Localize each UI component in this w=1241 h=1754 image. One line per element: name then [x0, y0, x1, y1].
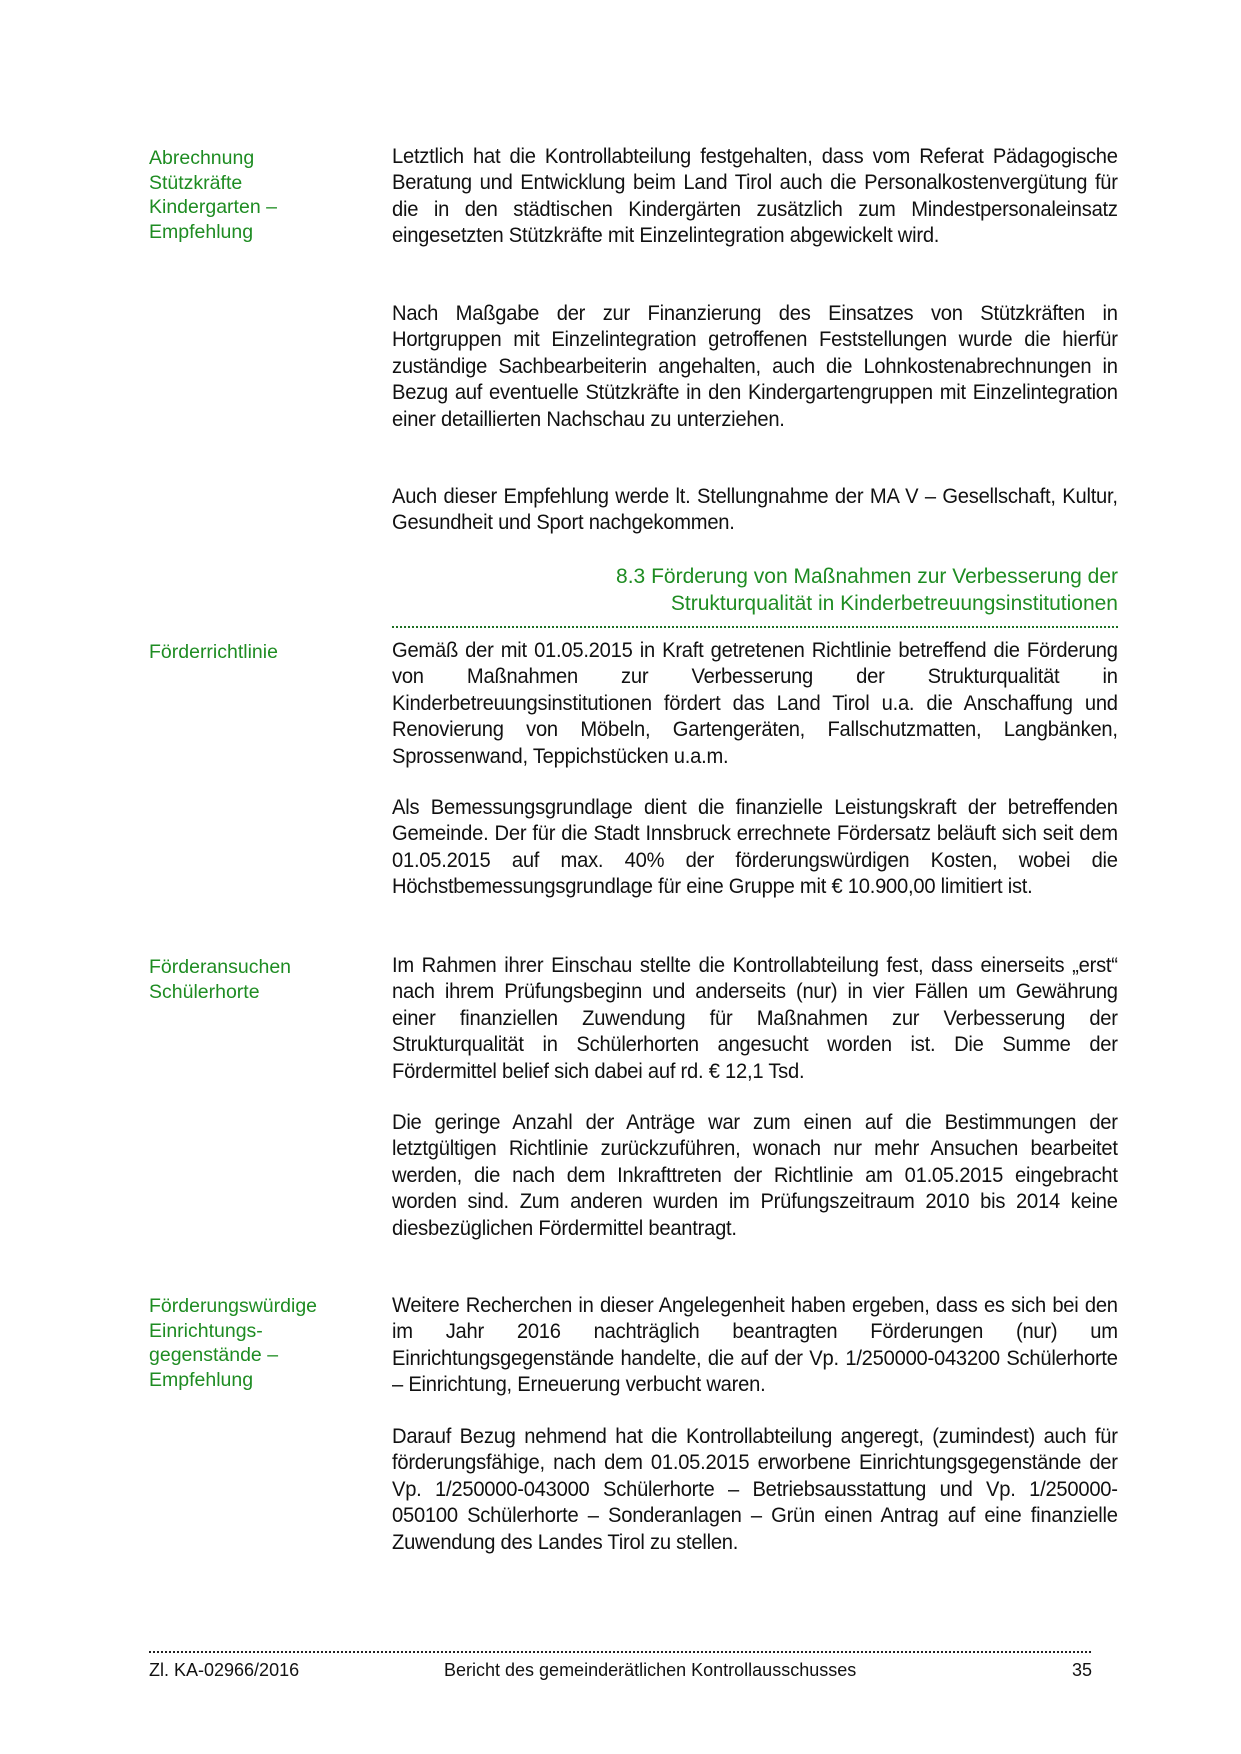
paragraph: Auch dieser Empfehlung werde lt. Stellungnahme der MA V – Gesellschaft, Kultur, Gesundheit und Sport nachgekommen. — [392, 485, 1118, 535]
section-heading-line: 8.3 Förderung von Maßnahmen zur Verbesserung der — [616, 565, 1118, 588]
margin-note-line: Stützkräfte — [149, 171, 243, 194]
margin-note-line: Schülerhorte — [149, 980, 260, 1003]
paragraph: Weitere Recherchen in dieser Angelegenheit haben ergeben, dass es sich bei den im Jahr 2016 nachträglich beantragten Förderungen (nur) um Einrichtungsgegenstände handelte, die auf der Vp. 1/250000-043200 Schülerhorte – Einrichtung, Erneuerung verbucht waren. — [392, 1294, 1118, 1397]
section-heading-divider — [392, 626, 1118, 628]
margin-note-line: Empfehlung — [149, 1368, 254, 1391]
page-number: 35 — [1072, 1660, 1093, 1680]
paragraph: Im Rahmen ihrer Einschau stellte die Kontrollabteilung fest, dass einerseits „erst“ nach ihrem Prüfungsbeginn und anderseits (nur) in vier Fällen um Gewährung einer finanziellen Zuwendung für Maßnahmen zur Verbesserung der Strukturqualität in Schülerhorten angesucht worden ist. Die Summe der Fördermittel belief sich dabei auf rd. € 12,1 Tsd. — [392, 954, 1118, 1083]
margin-note-foerderungswuerdige-einrichtungsgegenstaende — [149, 1294, 369, 1392]
margin-note-line: Empfehlung — [149, 220, 254, 243]
paragraph: Letztlich hat die Kontrollabteilung festgehalten, dass vom Referat Pädagogische Beratung und Entwicklung beim Land Tirol auch die Personalkostenvergütung für die in den städtischen Kindergärten zusätzlich zum Mindestpersonaleinsatz eingesetzten Stützkräfte mit Einzelintegration abgewickelt wird. — [392, 145, 1118, 248]
margin-note-foerderansuchen — [149, 955, 369, 1004]
margin-note-line: Kindergarten – — [149, 196, 277, 218]
margin-note-line: Förderrichtlinie — [149, 641, 278, 663]
paragraph: Darauf Bezug nehmend hat die Kontrollabteilung angeregt, (zumindest) auch für förderungsfähige, nach dem 01.05.2015 erworbene Einrichtungsgegenstände der Vp. 1/250000-043000 Schülerhorte – Betriebsausstattung und Vp. 1/250000-050100 Schülerhorte – Sonderanlagen – Grün einen Antrag auf eine finanzielle Zuwendung des Landes Tirol zu stellen. — [392, 1425, 1118, 1554]
margin-note-line: gegenstände – — [149, 1344, 279, 1366]
paragraph: Als Bemessungsgrundlage dient die finanzielle Leistungskraft der betreffenden Gemeinde. Der für die Stadt Innsbruck errechnete Fördersatz beläuft sich seit dem 01.05.2015 auf max. 40% der förderungswürdigen Kosten, wobei die Höchstbemessungsgrundlage für eine Gruppe mit € 10.900,00 limitiert ist. — [392, 796, 1118, 899]
paragraph: Nach Maßgabe der zur Finanzierung des Einsatzes von Stützkräften in Hortgruppen mit Einzelintegration getroffenen Feststellungen wurde die hierfür zuständige Sachbearbeiterin angehalten, auch die Lohnkostenabrechnungen in Bezug auf eventuelle Stützkräfte in den Kindergartengruppen mit Einzelintegration einer detaillierten Nachschau zu unterziehen. — [392, 302, 1118, 431]
margin-note-abrechnung-stuetzkraefte — [149, 146, 369, 244]
margin-note-line: Förderungswürdige — [149, 1295, 318, 1317]
margin-note-foerderrichtlinie — [149, 640, 369, 665]
paragraph: Die geringe Anzahl der Anträge war zum einen auf die Bestimmungen der letztgültigen Richtlinie zurückzuführen, wonach nur mehr Ansuchen bearbeitet werden, die nach dem Inkrafttreten der Richtlinie am 01.05.2015 eingebracht worden sind. Zum anderen wurden im Prüfungszeitraum 2010 bis 2014 keine diesbezüglichen Fördermittel beantragt. — [392, 1111, 1118, 1240]
footer-divider — [149, 1651, 1091, 1653]
margin-note-line: Abrechnung — [149, 147, 255, 169]
footer-title: Bericht des gemeinderätlichen Kontrollausschusses — [444, 1660, 857, 1680]
section-heading-line: Strukturqualität in Kinderbetreuungsinstitutionen — [670, 591, 1118, 615]
section-heading — [392, 564, 1118, 617]
footer-reference: Zl. KA-02966/2016 — [149, 1660, 300, 1680]
margin-note-line: Einrichtungs- — [149, 1319, 263, 1342]
margin-note-line: Förderansuchen — [149, 956, 292, 978]
paragraph: Gemäß der mit 01.05.2015 in Kraft getretenen Richtlinie betreffend die Förderung von Maßnahmen zur Verbesserung der Strukturqualität in Kinderbetreuungsinstitutionen fördert das Land Tirol u.a. die Anschaffung und Renovierung von Möbeln, Gartengeräten, Fallschutzmatten, Langbänken, Sprossenwand, Teppichstücken u.a.m. — [392, 639, 1118, 768]
